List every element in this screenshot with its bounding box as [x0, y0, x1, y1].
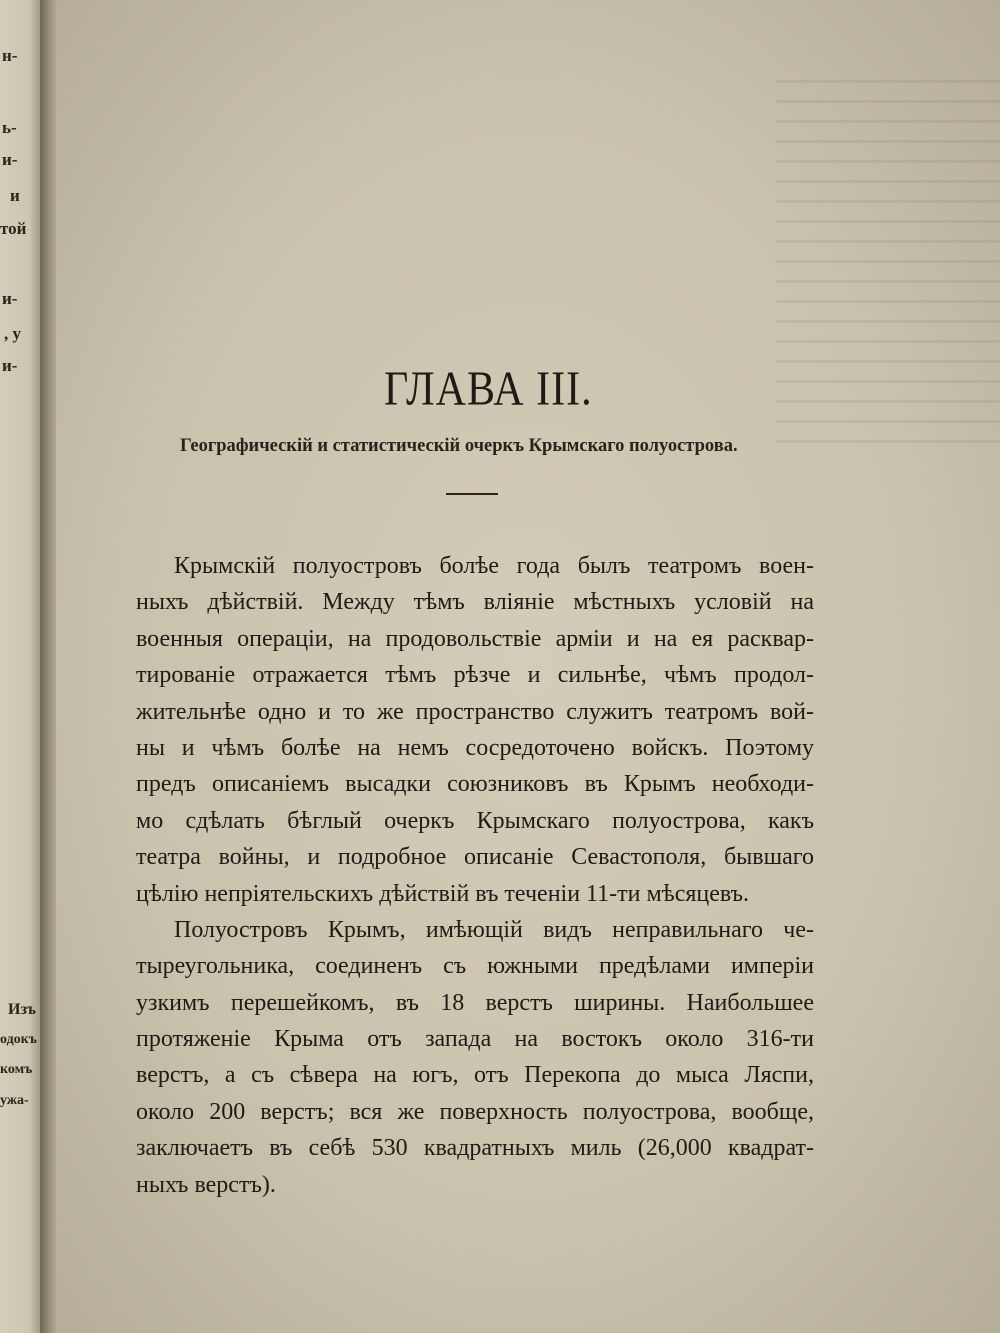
text-line: Полуостровъ Крымъ, имѣющій видъ неправильнаго че-	[174, 916, 814, 943]
chapter-subtitle: Географическій и статистическій очеркъ Крымскаго полуострова.	[180, 436, 738, 456]
chapter-heading: ГЛАВА III.	[384, 363, 593, 417]
text-line: военныя операціи, на продовольствіе арміи и на ея расквар-	[136, 625, 814, 652]
left-page-fragment: и	[10, 186, 20, 205]
left-page-fragment: и-	[2, 289, 18, 308]
text-line: Крымскій полуостровъ болѣе года былъ театромъ воен-	[174, 553, 814, 579]
left-page-fragment: и-	[2, 356, 18, 375]
paragraph-1	[136, 548, 814, 912]
text-line: предъ описаніемъ высадки союзниковъ въ Крымъ необходи-	[136, 771, 814, 798]
text-line: узкимъ перешейкомъ, въ 18 верстъ ширины. Наибольшее	[136, 989, 814, 1016]
text-line: ныхъ верстъ).	[136, 1171, 276, 1198]
show-through-text	[776, 80, 1000, 460]
left-page-fragment: , у	[4, 324, 21, 343]
text-line: театра войны, и подробное описаніе Севастополя, бывшаго	[136, 844, 814, 871]
text-line: ны и чѣмъ болѣе на немъ сосредоточено войскъ. Поэтому	[136, 734, 814, 761]
left-page-fragment: одокъ	[0, 1032, 37, 1047]
text-line: ныхъ дѣйствій. Между тѣмъ вліяніе мѣстныхъ условій на	[136, 589, 814, 616]
left-page-fragment: комъ	[0, 1062, 33, 1077]
text-line: протяженіе Крыма отъ запада на востокъ около 316-ти	[136, 1026, 814, 1053]
decorative-rule	[446, 493, 498, 495]
left-page-fragment: н-	[2, 46, 18, 65]
left-page-fragment: той	[0, 219, 27, 238]
left-page-fragment: ь-	[2, 118, 17, 137]
left-page-fragment: ужа-	[0, 1093, 29, 1108]
text-line: около 200 верстъ; вся же поверхность полуострова, вообще,	[136, 1098, 814, 1125]
text-line: жительнѣе одно и то же пространство служитъ театромъ вой-	[136, 698, 814, 725]
paragraph-2	[136, 912, 814, 1203]
left-page-fragment: и-	[2, 150, 18, 169]
left-page-fragment: Изъ	[8, 1001, 36, 1018]
text-line: тыреугольника, соединенъ съ южными предѣлами имперіи	[136, 953, 814, 980]
text-line: цѣлію непріятельскихъ дѣйствій въ теченіи 11-ти мѣсяцевъ.	[136, 880, 750, 907]
text-line: тированіе отражается тѣмъ рѣзче и сильнѣе, чѣмъ продол-	[136, 662, 814, 689]
text-line: верстъ, а съ сѣвера на югъ, отъ Перекопа до мыса Ляспи,	[136, 1062, 814, 1089]
text-line: мо сдѣлать бѣглый очеркъ Крымскаго полуострова, какъ	[136, 807, 814, 834]
text-line: заключаетъ въ себѣ 530 квадратныхъ миль (26,000 квадрат-	[136, 1135, 814, 1162]
body-text	[136, 548, 814, 1203]
